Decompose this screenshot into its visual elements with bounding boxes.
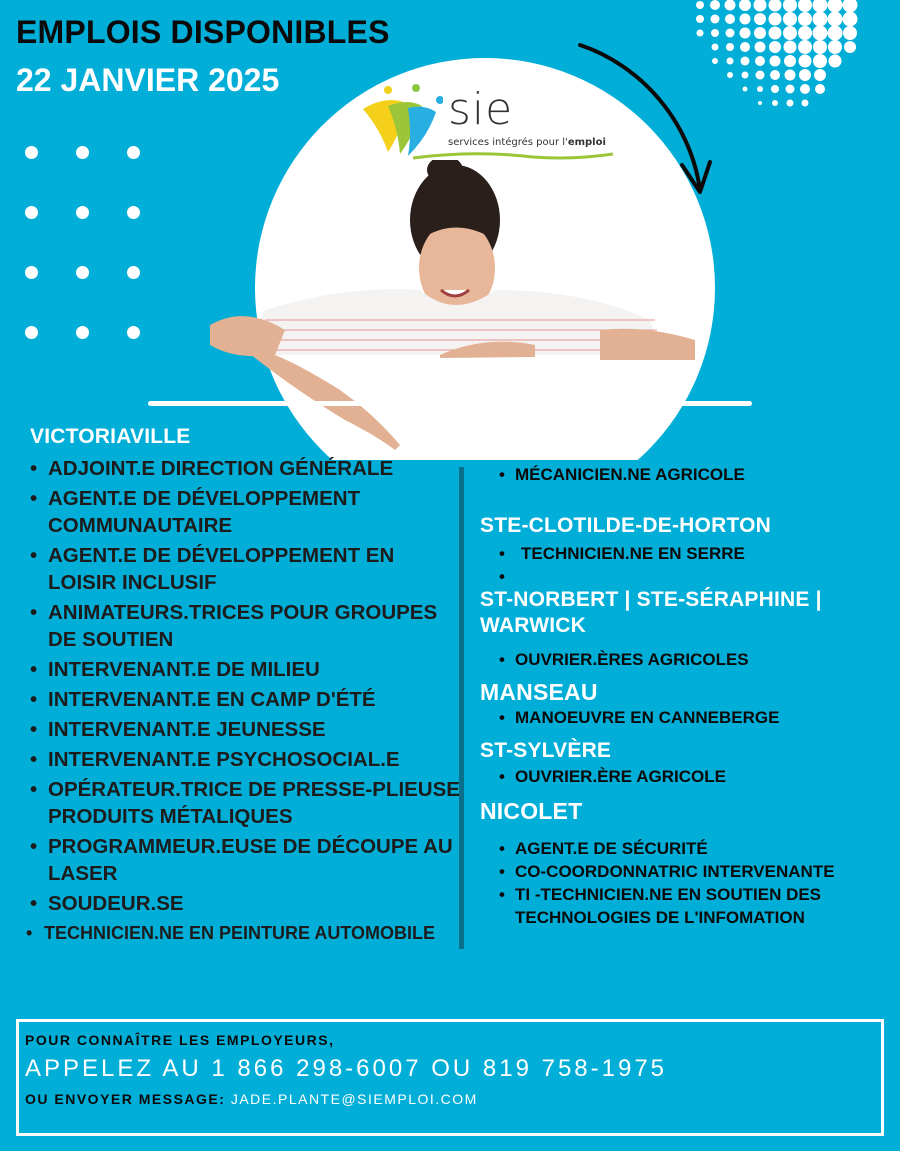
contact-email-link[interactable]: JADE.PLANTE@SIEMPLOI.COM <box>230 1091 478 1107</box>
job-list <box>515 648 900 671</box>
job-item: • OPÉRATEUR.TRICE DE PRESSE-PLIEUSE PRODUITS MÉTALIQUES <box>48 776 460 830</box>
city-heading: STE-CLOTILDE-DE-HORTON <box>480 514 771 537</box>
city-block-st-norbert-ste-seraphine-warwick <box>480 587 900 671</box>
sie-logo <box>358 84 618 164</box>
job-item: • INTERVENANT.E PSYCHOSOCIAL.E <box>48 746 460 773</box>
city-block-ste-clotilde-de-horton <box>480 514 900 585</box>
job-list <box>515 463 900 486</box>
sie-logo-mark-icon <box>358 84 443 159</box>
woman-pointing-photo <box>205 160 695 460</box>
job-item: • AGENT.E DE SÉCURITÉ <box>515 837 900 860</box>
job-item: • INTERVENANT.E JEUNESSE <box>48 716 460 743</box>
job-item: • MANOEUVRE EN CANNEBERGE <box>515 706 900 729</box>
city-heading: MANSEAU <box>480 679 598 705</box>
job-item: • AGENT.E DE DÉVELOPPEMENT EN LOISIR INCLUSIF <box>48 542 460 596</box>
contact-intro: POUR CONNAÎTRE LES EMPLOYEURS, <box>25 1032 335 1048</box>
job-list <box>44 455 460 947</box>
page-title: EMPLOIS DISPONIBLES <box>16 14 390 50</box>
job-item: • PROGRAMMEUR.EUSE DE DÉCOUPE AU LASER <box>48 833 460 887</box>
city-heading: NICOLET <box>480 798 583 824</box>
job-list <box>515 765 900 788</box>
city-heading: ST-SYLVÈRE <box>480 739 612 762</box>
job-item: • OUVRIER.ÈRE AGRICOLE <box>515 765 900 788</box>
job-item: • ADJOINT.E DIRECTION GÉNÉRALE <box>48 455 460 482</box>
job-item-empty <box>515 565 900 585</box>
job-item: • INTERVENANT.E DE MILIEU <box>48 656 460 683</box>
job-item: • TECHNICIEN.NE EN SERRE <box>515 542 900 565</box>
city-heading: ST-NORBERT | STE-SÉRAPHINE | WARWICK <box>480 588 822 637</box>
city-heading: VICTORIAVILLE <box>30 425 191 448</box>
job-item: • ANIMATEURS.TRICES POUR GROUPES DE SOUTIEN <box>48 599 460 653</box>
job-list <box>515 706 900 729</box>
job-item: • MÉCANICIEN.NE AGRICOLE <box>515 463 900 486</box>
logo-tagline: services intégrés pour l'emploi <box>448 137 606 148</box>
job-item: • CO-COORDONNATRIC INTERVENANTE <box>515 860 900 883</box>
city-block-st-sylvere <box>480 739 900 788</box>
job-item: • OUVRIER.ÈRES AGRICOLES <box>515 648 900 671</box>
job-item: • INTERVENANT.E EN CAMP D'ÉTÉ <box>48 686 460 713</box>
job-item: • TECHNICIEN.NE EN PEINTURE AUTOMOBILE <box>44 920 460 947</box>
victoriaville-section <box>30 425 460 950</box>
logo-wordmark: sie <box>448 84 514 135</box>
job-list <box>515 837 900 929</box>
city-heading: ST-ALBERT <box>480 433 600 456</box>
city-block-st-albert <box>480 433 900 486</box>
contact-box <box>16 1019 884 1136</box>
job-list <box>515 542 900 585</box>
job-item: • SOUDEUR.SE <box>48 890 460 917</box>
job-item: • AGENT.E DE DÉVELOPPEMENT COMMUNAUTAIRE <box>48 485 460 539</box>
contact-phone[interactable]: APPELEZ AU 1 866 298-6007 OU 819 758-1975 <box>25 1055 668 1082</box>
other-cities-section <box>480 433 900 929</box>
city-block-manseau <box>480 679 900 729</box>
contact-email-line: OU ENVOYER MESSAGE: JADE.PLANTE@SIEMPLOI.COM <box>25 1091 478 1107</box>
job-item: • TI -TECHNICIEN.NE EN SOUTIEN DES TECHNOLOGIES DE L'INFOMATION <box>515 883 900 929</box>
horizontal-divider <box>148 401 752 406</box>
dot-grid-icon <box>25 146 140 339</box>
city-block-nicolet <box>480 798 900 929</box>
page-date: 22 JANVIER 2025 <box>16 62 280 98</box>
